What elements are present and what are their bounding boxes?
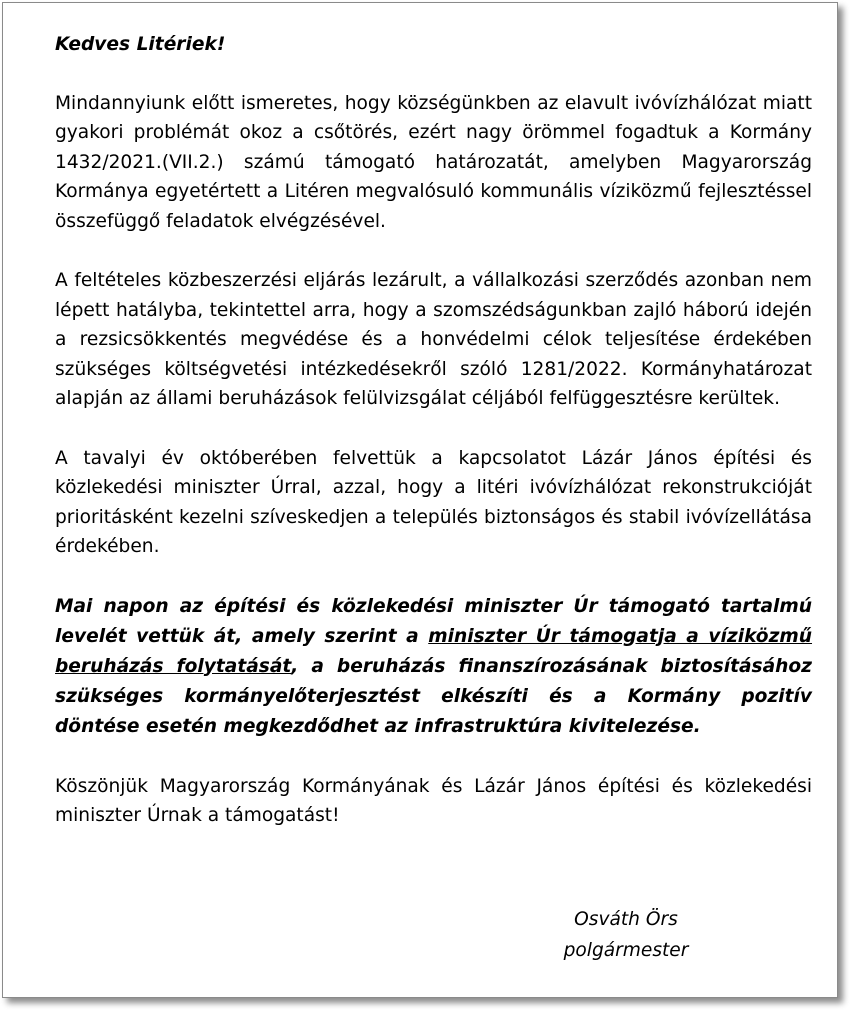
document-frame: [2, 2, 838, 998]
paragraph-4-intro: Mai napon az építési és közlekedési miniszter Úr támogató tartalmú levelét vettük át, amely szerint a: [55, 595, 812, 647]
signature-block: [556, 904, 696, 966]
paragraph-4: [55, 592, 812, 742]
paragraph-3: A tavalyi év októberében felvettük a kapcsolatot Lázár János építési és közlekedési miniszter Úrral, azzal, hogy a litéri ivóvízhálózat rekonstrukcióját prioritásként kezelni szíveskedjen a település biztonságos és stabil ivóvízellátása érdekében.: [55, 447, 812, 557]
paragraph-1: Mindannyiunk előtt ismeretes, hogy községünkben az elavult ivóvízhálózat miatt gyakori problémát okoz a csőtörés, ezért nagy örömmel fogadtuk a Kormány 1432/2021.(VII.2.) számú támogató határozatát, amelyben Magyarország Kormánya egyetértett a Litéren megvalósuló kommunális víziközmű fejlesztéssel összefüggő feladatok elvégzésével.: [55, 92, 812, 232]
paragraph-4-rest: , a beruházás finanszírozásának biztosításához szükséges kormányelőterjesztést elkészíti és a Kormány pozitív döntése esetén megkezdődhet az infrastruktúra kivitelezése.: [55, 655, 812, 737]
paragraph-5: Köszönjük Magyarország Kormányának és Lázár János építési és közlekedési miniszter Úrnak a támogatást!: [55, 775, 812, 826]
signature-name: Osváth Örs: [574, 909, 678, 930]
signature-title: polgármester: [563, 940, 689, 961]
paragraph-2: A feltételes közbeszerzési eljárás lezárult, a vállalkozási szerződés azonban nem lépett hatályba, tekintettel arra, hogy a szomszédságunkban zajló háború idején a rezsicsökkentés megvédése és a honvédelmi célok teljesítése érdekében szükséges költségvetési intézkedésekről szóló 1281/2022. Kormányhatározat alapján az állami beruházások felülvizsgálat céljából felfüggesztésre kerültek.: [55, 270, 812, 409]
paragraph-4-underlined: miniszter Úr támogatja a víziközmű beruházás folytatását: [55, 625, 813, 677]
greeting: Kedves Litériek!: [55, 34, 226, 55]
letter-body: [55, 30, 812, 861]
